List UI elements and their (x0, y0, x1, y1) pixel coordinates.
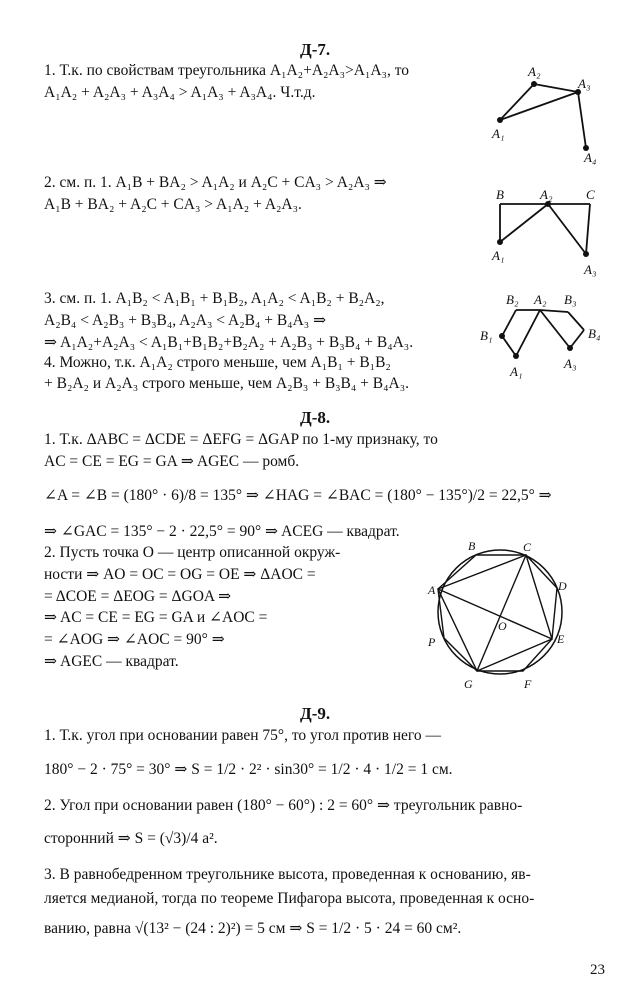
text-line: = ΔCOE = ΔEOG = ΔGOA ⇒ (44, 588, 232, 605)
text-line: 1. Т.к. по свойствам треугольника A₁A₂+A₂A₃>A₁A₃, то (44, 62, 410, 79)
vertex-label: B (468, 539, 476, 553)
text-line: ⇒ A₁A₂+A₂A₃ < A₁B₁+B₁B₂+B₂A₂ + A₂B₃ + B₃B₄ + B₄A₃. (44, 334, 414, 351)
vertex-label: A₂ (534, 292, 547, 307)
text-line: ⇒ AGEC — квадрат. (44, 653, 179, 670)
vertex-label: A₁ (492, 248, 505, 263)
text-line: 4. Можно, т.к. A₁A₂ строго меньше, чем A₁B₁ + B₁B₂ (44, 354, 391, 371)
text-line: A₂B₄ < A₂B₃ + B₃B₄, A₂A₃ < A₂B₄ + B₄A₃ ⇒ (44, 312, 327, 329)
vertex-label: C (523, 540, 532, 554)
vertex-label: A₂ (540, 187, 553, 202)
vertex-label: A₂ (528, 64, 541, 79)
text-line: ванию, равна √(13² − (24 : 2)²) = 5 см ⇒ S = 1/2 · 5 · 24 = 60 см². (44, 920, 462, 937)
figure-polyline-3 (476, 290, 606, 390)
text-line: ляется медианой, тогда по теореме Пифагора высота, проведенная к осно- (44, 890, 535, 907)
section-title-d7: Д-7. (300, 40, 331, 59)
figure-polyline-1 (478, 62, 608, 168)
text-line: 2. см. п. 1. A₁B + BA₂ > A₁A₂ и A₂C + CA₃ > A₂A₃ ⇒ (44, 174, 387, 191)
figure-polyline-2 (486, 184, 606, 280)
text-line: ности ⇒ AO = OC = OG = OE ⇒ ΔAOC = (44, 566, 316, 583)
page-number: 23 (590, 962, 605, 978)
vertex-label: F (524, 677, 532, 690)
text-line: ⇒ ∠GAC = 135° − 2 · 22,5° = 90° ⇒ ACEG — квадрат. (44, 523, 400, 540)
text-line: A₁A₂ + A₂A₃ + A₃A₄ > A₁A₃ + A₃A₄. Ч.т.д. (44, 84, 316, 101)
text-line: 3. В равнобедренном треугольнике высота, проведенная к основанию, яв- (44, 866, 531, 883)
text-line: сторонний ⇒ S = (√3)/4 a². (44, 830, 218, 847)
text-line: 2. Угол при основании равен (180° − 60°) : 2 = 60° ⇒ треугольник равно- (44, 797, 523, 814)
vertex-label: B₂ (506, 292, 519, 307)
vertex-label: A (428, 583, 436, 597)
vertex-label: B₃ (564, 292, 577, 307)
vertex-label: A₁ (492, 126, 505, 141)
vertex-label: A₃ (578, 76, 591, 91)
vertex-label: A₃ (564, 356, 577, 371)
vertex-label: B (496, 187, 504, 202)
vertex-label: E (557, 632, 565, 646)
text-line: 1. Т.к. угол при основании равен 75°, то угол против него — (44, 727, 442, 744)
section-title-d8: Д-8. (300, 408, 331, 427)
vertex-label: P (428, 635, 436, 649)
vertex-label: C (586, 187, 595, 202)
vertex-label: B₄ (588, 326, 601, 341)
vertex-label: G (464, 677, 473, 690)
text-line: 3. см. п. 1. A₁B₂ < A₁B₁ + B₁B₂, A₁A₂ < A₁B₂ + B₂A₂, (44, 290, 385, 307)
vertex-label: A₄ (584, 150, 597, 165)
text-line: = ∠AOG ⇒ ∠AOC = 90° ⇒ (44, 631, 225, 648)
text-line: ∠A = ∠B = (180° · 6)/8 = 135° ⇒ ∠HAG = ∠BAC = (180° − 135°)/2 = 22,5° ⇒ (44, 487, 552, 504)
vertex-label: A₁ (510, 364, 523, 379)
vertex-label: O (498, 619, 507, 633)
text-line: AC = CE = EG = GA ⇒ AGEC — ромб. (44, 453, 300, 470)
text-line: + B₂A₂ и A₂A₃ строго меньше, чем A₂B₃ + B₃B₄ + B₄A₃. (44, 375, 410, 392)
text-line: 180° − 2 · 75° = 30° ⇒ S = 1/2 · 2² · sin30° = 1/2 · 4 · 1/2 = 1 см. (44, 761, 453, 778)
figure-octagon-circle (420, 538, 580, 690)
vertex-label: B₁ (480, 328, 493, 343)
text-line: 1. Т.к. ΔABC = ΔCDE = ΔEFG = ΔGAP по 1-му признаку, то (44, 431, 438, 448)
vertex-label: D (558, 579, 567, 593)
text-line: A₁B + BA₂ + A₂C + CA₃ > A₁A₂ + A₂A₃. (44, 196, 302, 213)
text-line: ⇒ AC = CE = EG = GA и ∠AOC = (44, 609, 268, 626)
section-title-d9: Д-9. (300, 704, 331, 723)
text-line: 2. Пусть точка O — центр описанной окруж- (44, 544, 341, 561)
vertex-label: A₃ (584, 262, 597, 277)
